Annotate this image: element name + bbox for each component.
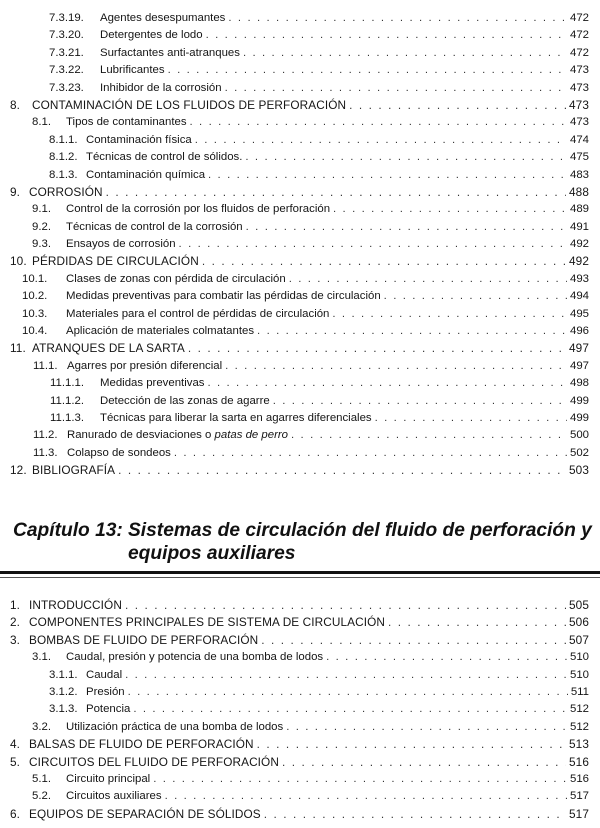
chapter-divider-rule-thin: [0, 577, 600, 578]
dot-leader: [225, 80, 567, 97]
toc-entry-title: Lubrificantes: [100, 64, 165, 77]
dot-leader: [291, 427, 567, 444]
toc-entry-number: 3.1.2.: [49, 685, 78, 698]
toc-entry-page: 517: [569, 790, 589, 803]
dot-leader: [188, 340, 566, 357]
dot-leader: [333, 201, 567, 218]
toc-entry-number: 10.: [10, 254, 27, 269]
toc-entry-number: 7.3.20.: [49, 29, 84, 42]
chapter-title-line-2: equipos auxiliares: [128, 543, 296, 564]
chapter-divider-rule: [0, 571, 600, 574]
toc-entry-title: CONTAMINACIÓN DE LOS FLUIDOS DE PERFORACIÓN: [32, 97, 347, 112]
toc-entry-title: Ensayos de corrosión: [66, 238, 176, 251]
dot-leader: [168, 62, 567, 79]
toc-entry-number: 11.1.3.: [50, 411, 84, 424]
toc-entry-title: Contaminación química: [86, 168, 206, 181]
toc-entry-number: 1.: [10, 598, 21, 612]
toc-entry: [0, 45, 600, 62]
toc-entry-page: 513: [569, 737, 589, 752]
toc-entry-page: 503: [569, 463, 589, 478]
toc-entry-number: 10.1.: [22, 272, 48, 285]
toc-entry-page: 475: [569, 151, 589, 164]
toc-entry-title: Detergentes de lodo: [100, 29, 203, 42]
chapter-title-line-1: Sistemas de circulación del fluido de perforación y: [128, 520, 592, 541]
dot-leader: [206, 27, 567, 44]
toc-entry-title: Caudal, presión y potencia de una bomba de lodos: [66, 651, 324, 664]
toc-entry-page: 489: [569, 203, 589, 216]
toc-entry-number: 6.: [10, 806, 21, 821]
dot-leader: [289, 271, 567, 288]
toc-entry-number: 9.3.: [32, 238, 51, 251]
toc-entry: [0, 375, 600, 392]
toc-entry-title: Ranurado de desviaciones o patas de perro: [67, 429, 289, 442]
toc-entry-number: 3.1.1.: [49, 668, 78, 681]
toc-list-chapter-13: [0, 597, 600, 823]
toc-entry-page: 502: [569, 446, 589, 459]
dot-leader: [257, 736, 566, 753]
dot-leader: [125, 597, 566, 614]
toc-entry-page: 496: [569, 325, 589, 338]
dot-leader: [388, 614, 566, 631]
toc-entry-number: 8.1.3.: [49, 168, 78, 181]
dot-leader: [207, 375, 567, 392]
toc-entry-title: Control de la corrosión por los fluidos de perforación: [66, 203, 331, 216]
toc-entry: [0, 219, 600, 236]
toc-entry: [0, 97, 600, 114]
toc-entry-title: Caudal: [86, 668, 123, 681]
toc-entry-title: Agarres por presión diferencial: [67, 359, 223, 372]
dot-leader: [190, 114, 567, 131]
toc-entry-page: 516: [569, 772, 589, 785]
dot-leader: [245, 149, 567, 166]
dot-leader: [246, 219, 567, 236]
dot-leader: [332, 306, 567, 323]
dot-leader: [264, 806, 566, 823]
toc-entry-title: Circuitos auxiliares: [66, 790, 162, 803]
toc-entry-number: 5.: [10, 754, 21, 769]
dot-leader: [128, 684, 568, 701]
toc-entry: [0, 271, 600, 288]
toc-entry-title: Utilización práctica de una bomba de lodos: [66, 720, 284, 733]
toc-entry-title: INTRODUCCIÓN: [29, 598, 122, 612]
dot-leader: [257, 323, 567, 340]
toc-entry-title: Inhibidor de la corrosión: [100, 81, 222, 94]
toc-entry-number: 3.1.: [32, 651, 51, 664]
toc-entry-page: 497: [569, 341, 589, 356]
toc-entry-title: PÉRDIDAS DE CIRCULACIÓN: [32, 254, 199, 269]
toc-entry-page: 483: [569, 168, 589, 181]
toc-entry-number: 9.2.: [32, 220, 51, 233]
toc-entry: [0, 167, 600, 184]
dot-leader: [125, 667, 567, 684]
toc-entry-number: 8.: [10, 97, 21, 112]
toc-entry-page: 506: [569, 615, 589, 630]
toc-entry-number: 2.: [10, 615, 21, 630]
dot-leader: [286, 719, 567, 736]
toc-entry-page: 512: [569, 720, 589, 733]
dot-leader: [202, 253, 566, 270]
dot-leader: [165, 788, 567, 805]
dot-leader: [118, 462, 566, 479]
toc-entry: [0, 253, 600, 270]
toc-list-continued: [0, 10, 600, 480]
toc-entry: [0, 701, 600, 718]
toc-entry: [0, 236, 600, 253]
toc-entry: [0, 771, 600, 788]
toc-entry: [0, 410, 600, 427]
toc-entry-number: 7.3.21.: [49, 46, 84, 59]
toc-entry-page: 499: [569, 411, 589, 424]
dot-leader: [153, 771, 567, 788]
toc-entry-page: 498: [569, 377, 589, 390]
dot-leader: [106, 184, 566, 201]
toc-entry-number: 9.: [10, 184, 21, 199]
dot-leader: [273, 393, 567, 410]
toc-entry-number: 11.: [10, 341, 26, 356]
toc-entry-page: 512: [569, 703, 589, 716]
dot-leader: [174, 445, 567, 462]
toc-entry-number: 5.1.: [32, 772, 51, 785]
chapter-label: Capítulo 13:: [13, 520, 123, 541]
toc-entry-title-italic: patas de perro: [214, 429, 289, 442]
toc-entry: [0, 719, 600, 736]
toc-entry-number: 8.1.1.: [49, 133, 78, 146]
toc-entry-title: COMPONENTES PRINCIPALES DE SISTEMA DE CIRCULACIÓN: [29, 615, 386, 630]
toc-entry-title: Técnicas de control de la corrosión: [66, 220, 243, 233]
toc-entry-page: 517: [569, 806, 589, 821]
toc-entry-title: Materiales para el control de pérdidas de circulación: [66, 307, 330, 320]
toc-entry-title: BALSAS DE FLUIDO DE PERFORACIÓN: [29, 737, 254, 752]
dot-leader: [179, 236, 567, 253]
toc-entry: [0, 10, 600, 27]
dot-leader: [349, 97, 566, 114]
toc-entry-title: Medidas preventivas para combatir las pérdidas de circulación: [66, 290, 381, 303]
toc-entry-page: 495: [569, 307, 589, 320]
toc-entry: [0, 754, 600, 771]
toc-entry-title: Presión: [86, 685, 125, 698]
toc-entry-number: 7.3.23.: [49, 81, 84, 94]
toc-entry-page: 511: [570, 685, 589, 698]
toc-entry-title: Colapso de sondeos: [67, 446, 171, 459]
toc-entry: [0, 132, 600, 149]
toc-entry-page: 473: [569, 64, 589, 77]
dot-leader: [243, 45, 567, 62]
toc-entry-title: Surfactantes anti-atranques: [100, 46, 240, 59]
toc-entry-page: 492: [569, 238, 589, 251]
dot-leader: [375, 410, 567, 427]
toc-entry-number: 10.2.: [22, 290, 48, 303]
toc-entry: [0, 323, 600, 340]
toc-entry-title: Medidas preventivas: [100, 377, 205, 390]
toc-entry-number: 8.1.2.: [49, 151, 78, 164]
dot-leader: [282, 754, 566, 771]
toc-entry: [0, 288, 600, 305]
toc-entry-page: 510: [569, 651, 589, 664]
toc-entry: [0, 445, 600, 462]
toc-entry: [0, 614, 600, 631]
toc-entry-number: 12.: [10, 463, 27, 478]
toc-entry-page: 510: [569, 668, 589, 681]
toc-entry: [0, 462, 600, 479]
dot-leader: [228, 10, 567, 27]
toc-entry-number: 3.1.3.: [49, 703, 78, 716]
toc-entry-page: 472: [569, 46, 589, 59]
toc-entry: [0, 649, 600, 666]
toc-entry-title: Técnicas de control de sólidos.: [86, 151, 243, 164]
toc-entry: [0, 27, 600, 44]
toc-entry-title: EQUIPOS DE SEPARACIÓN DE SÓLIDOS: [29, 806, 261, 821]
toc-entry: [0, 788, 600, 805]
toc-entry-number: 3.: [10, 632, 21, 647]
dot-leader: [225, 358, 567, 375]
toc-entry-page: 507: [569, 632, 589, 647]
toc-entry-page: 473: [569, 97, 589, 112]
toc-entry: [0, 340, 600, 357]
toc-entry-number: 7.3.19.: [49, 12, 84, 24]
toc-entry-title: Técnicas para liberar la sarta en agarres diferenciales: [100, 411, 372, 424]
toc-entry-page: 494: [569, 290, 589, 303]
toc-entry-page: 491: [569, 220, 589, 233]
toc-entry: [0, 393, 600, 410]
toc-entry-page: 516: [569, 754, 589, 769]
toc-entry-page: 492: [569, 254, 589, 269]
toc-entry-title: Agentes desespumantes: [100, 12, 226, 24]
toc-entry-title: ATRANQUES DE LA SARTA: [32, 341, 185, 356]
toc-entry-title: Potencia: [86, 703, 131, 716]
toc-entry-number: 11.3.: [33, 446, 58, 459]
toc-entry-page: 493: [569, 272, 589, 285]
toc-entry: [0, 736, 600, 753]
toc-entry: [0, 149, 600, 166]
toc-entry: [0, 201, 600, 218]
toc-entry: [0, 358, 600, 375]
toc-entry-title: Contaminación física: [86, 133, 192, 146]
toc-entry-page: 473: [569, 81, 589, 94]
toc-entry-page: 499: [569, 394, 589, 407]
toc-entry-title: Tipos de contaminantes: [66, 116, 187, 129]
toc-entry-title: Detección de las zonas de agarre: [100, 394, 270, 407]
toc-entry-title: BOMBAS DE FLUIDO DE PERFORACIÓN: [29, 632, 259, 647]
toc-entry-page: 474: [569, 133, 589, 146]
toc-entry-number: 10.3.: [22, 307, 48, 320]
dot-leader: [208, 167, 567, 184]
dot-leader: [133, 701, 567, 718]
toc-entry-page: 488: [569, 184, 589, 199]
toc-entry-number: 9.1.: [32, 203, 51, 216]
toc-entry-number: 11.1.1.: [50, 377, 84, 390]
toc-entry: [0, 114, 600, 131]
toc-entry: [0, 684, 600, 701]
toc-entry-title: CORROSIÓN: [29, 184, 103, 199]
toc-entry-page: 497: [569, 359, 589, 372]
toc-entry-title: Circuito principal: [66, 772, 151, 785]
toc-entry: [0, 667, 600, 684]
toc-entry-title: CIRCUITOS DEL FLUIDO DE PERFORACIÓN: [29, 754, 279, 769]
toc-entry-number: 11.2.: [33, 429, 58, 442]
toc-entry-page: 505: [569, 598, 589, 612]
toc-entry-page: 472: [569, 12, 589, 24]
toc-entry: [0, 306, 600, 323]
toc-entry-page: 500: [569, 429, 589, 442]
toc-entry-number: 11.1.: [33, 359, 58, 372]
toc-entry: [0, 80, 600, 97]
toc-entry-title: Clases de zonas con pérdida de circulación: [66, 272, 286, 285]
toc-entry: [0, 632, 600, 649]
dot-leader: [195, 132, 567, 149]
toc-entry: [0, 597, 600, 614]
toc-entry: [0, 806, 600, 823]
toc-entry-number: 5.2.: [32, 790, 51, 803]
dot-leader: [326, 649, 567, 666]
dot-leader: [384, 288, 567, 305]
toc-entry-page: 472: [569, 29, 589, 42]
toc-entry-number: 3.2.: [32, 720, 51, 733]
dot-leader: [261, 632, 566, 649]
toc-entry-number: 11.1.2.: [50, 394, 84, 407]
toc-entry-title: Aplicación de materiales colmatantes: [66, 325, 255, 338]
toc-entry: [0, 427, 600, 444]
toc-entry-number: 7.3.22.: [49, 64, 84, 77]
toc-entry: [0, 184, 600, 201]
toc-entry-page: 473: [569, 116, 589, 129]
toc-entry: [0, 62, 600, 79]
toc-entry-number: 10.4.: [22, 325, 48, 338]
toc-entry-number: 4.: [10, 737, 21, 752]
toc-entry-number: 8.1.: [32, 116, 51, 129]
toc-entry-title: BIBLIOGRAFÍA: [32, 463, 116, 478]
